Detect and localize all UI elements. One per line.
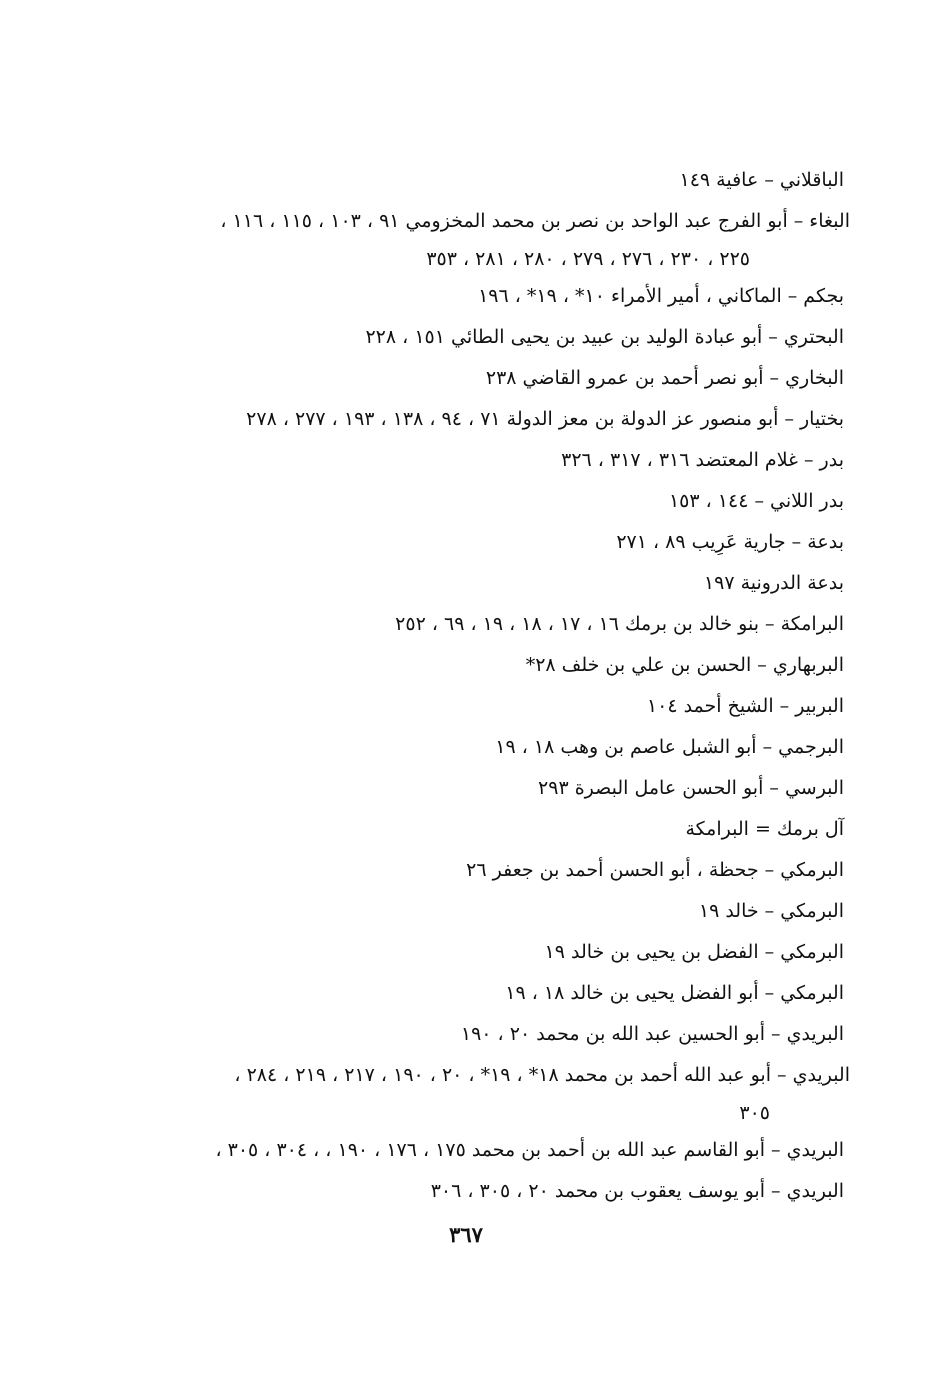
index-entry xyxy=(154,201,850,276)
index-entry: البرامكة – بنو خالد بن برمك ١٦ ، ١٧ ، ١٨ ، ١٩ ، ٦٩ ، ٢٥٢ xyxy=(395,613,844,635)
index-entry-continuation: ٢٢٥ ، ٢٣٠ ، ٢٧٦ ، ٢٧٩ ، ٢٨٠ ، ٢٨١ ، ٣٥٣ xyxy=(426,248,750,270)
index-entry: البرجمي – أبو الشبل عاصم بن وهب ١٨ ، ١٩ xyxy=(495,736,844,758)
index-entry-text: البريدي – أبو عبد الله أحمد بن محمد ١٨* ، ١٩* ، ٢٠ ، ١٩٠ ، ٢١٧ ، ٢١٩ ، ٢٨٤ ، xyxy=(234,1064,850,1086)
index-entry: البحتري – أبو عبادة الوليد بن عبيد بن يحيى الطائي ١٥١ ، ٢٢٨ xyxy=(365,326,844,348)
index-entry: بدعة – جارية عَرِيب ٨٩ ، ٢٧١ xyxy=(616,531,844,553)
index-entry: الباقلاني – عافية ١٤٩ xyxy=(679,169,844,191)
index-entry: البريدي – أبو الحسين عبد الله بن محمد ٢٠ ، ١٩٠ xyxy=(460,1023,844,1045)
index-entry: البريدي – أبو القاسم عبد الله بن أحمد بن محمد ١٧٥ ، ١٧٦ ، ١٩٠ ، ، ٣٠٤ ، ٣٠٥ ، xyxy=(215,1139,844,1161)
index-entry: بدعة الدرونية ١٩٧ xyxy=(703,572,844,594)
index-entry: بختيار – أبو منصور عز الدولة بن معز الدولة ٧١ ، ٩٤ ، ١٣٨ ، ١٩٣ ، ٢٧٧ ، ٢٧٨ xyxy=(246,408,844,430)
index-entry: آل برمك = البرامكة xyxy=(685,818,844,840)
index-entry: البرمكي – الفضل بن يحيى بن خالد ١٩ xyxy=(544,941,844,963)
index-entry: بجكم – الماكاني ، أمير الأمراء ١٠* ، ١٩* ، ١٩٦ xyxy=(478,285,844,307)
index-entry-continuation: ٣٠٥ xyxy=(739,1102,770,1124)
index-entry-list xyxy=(154,160,850,1212)
index-entry: بدر – غلام المعتضد ٣١٦ ، ٣١٧ ، ٣٢٦ xyxy=(561,449,844,471)
page-number: ٣٦٧ xyxy=(449,1222,483,1247)
index-entry: البربير – الشيخ أحمد ١٠٤ xyxy=(646,695,844,717)
index-entry: البخاري – أبو نصر أحمد بن عمرو القاضي ٢٣٨ xyxy=(485,367,844,389)
index-entry-text: البغاء – أبو الفرج عبد الواحد بن نصر بن محمد المخزومي ٩١ ، ١٠٣ ، ١١٥ ، ١١٦ ، xyxy=(220,210,850,232)
index-entry: البرسي – أبو الحسن عامل البصرة ٢٩٣ xyxy=(538,777,844,799)
index-entry: البرمكي – أبو الفضل يحيى بن خالد ١٨ ، ١٩ xyxy=(505,982,844,1004)
index-entry: البرمكي – جحظة ، أبو الحسن أحمد بن جعفر ٢٦ xyxy=(466,859,844,881)
index-entry: بدر اللاني – ١٤٤ ، ١٥٣ xyxy=(668,490,844,512)
index-entry: البريدي – أبو يوسف يعقوب بن محمد ٢٠ ، ٣٠٥ ، ٣٠٦ xyxy=(430,1180,844,1202)
index-entry: البرمكي – خالد ١٩ xyxy=(698,900,844,922)
index-entry xyxy=(154,1055,850,1130)
index-entry: البربهاري – الحسن بن علي بن خلف ٢٨* xyxy=(525,654,844,676)
